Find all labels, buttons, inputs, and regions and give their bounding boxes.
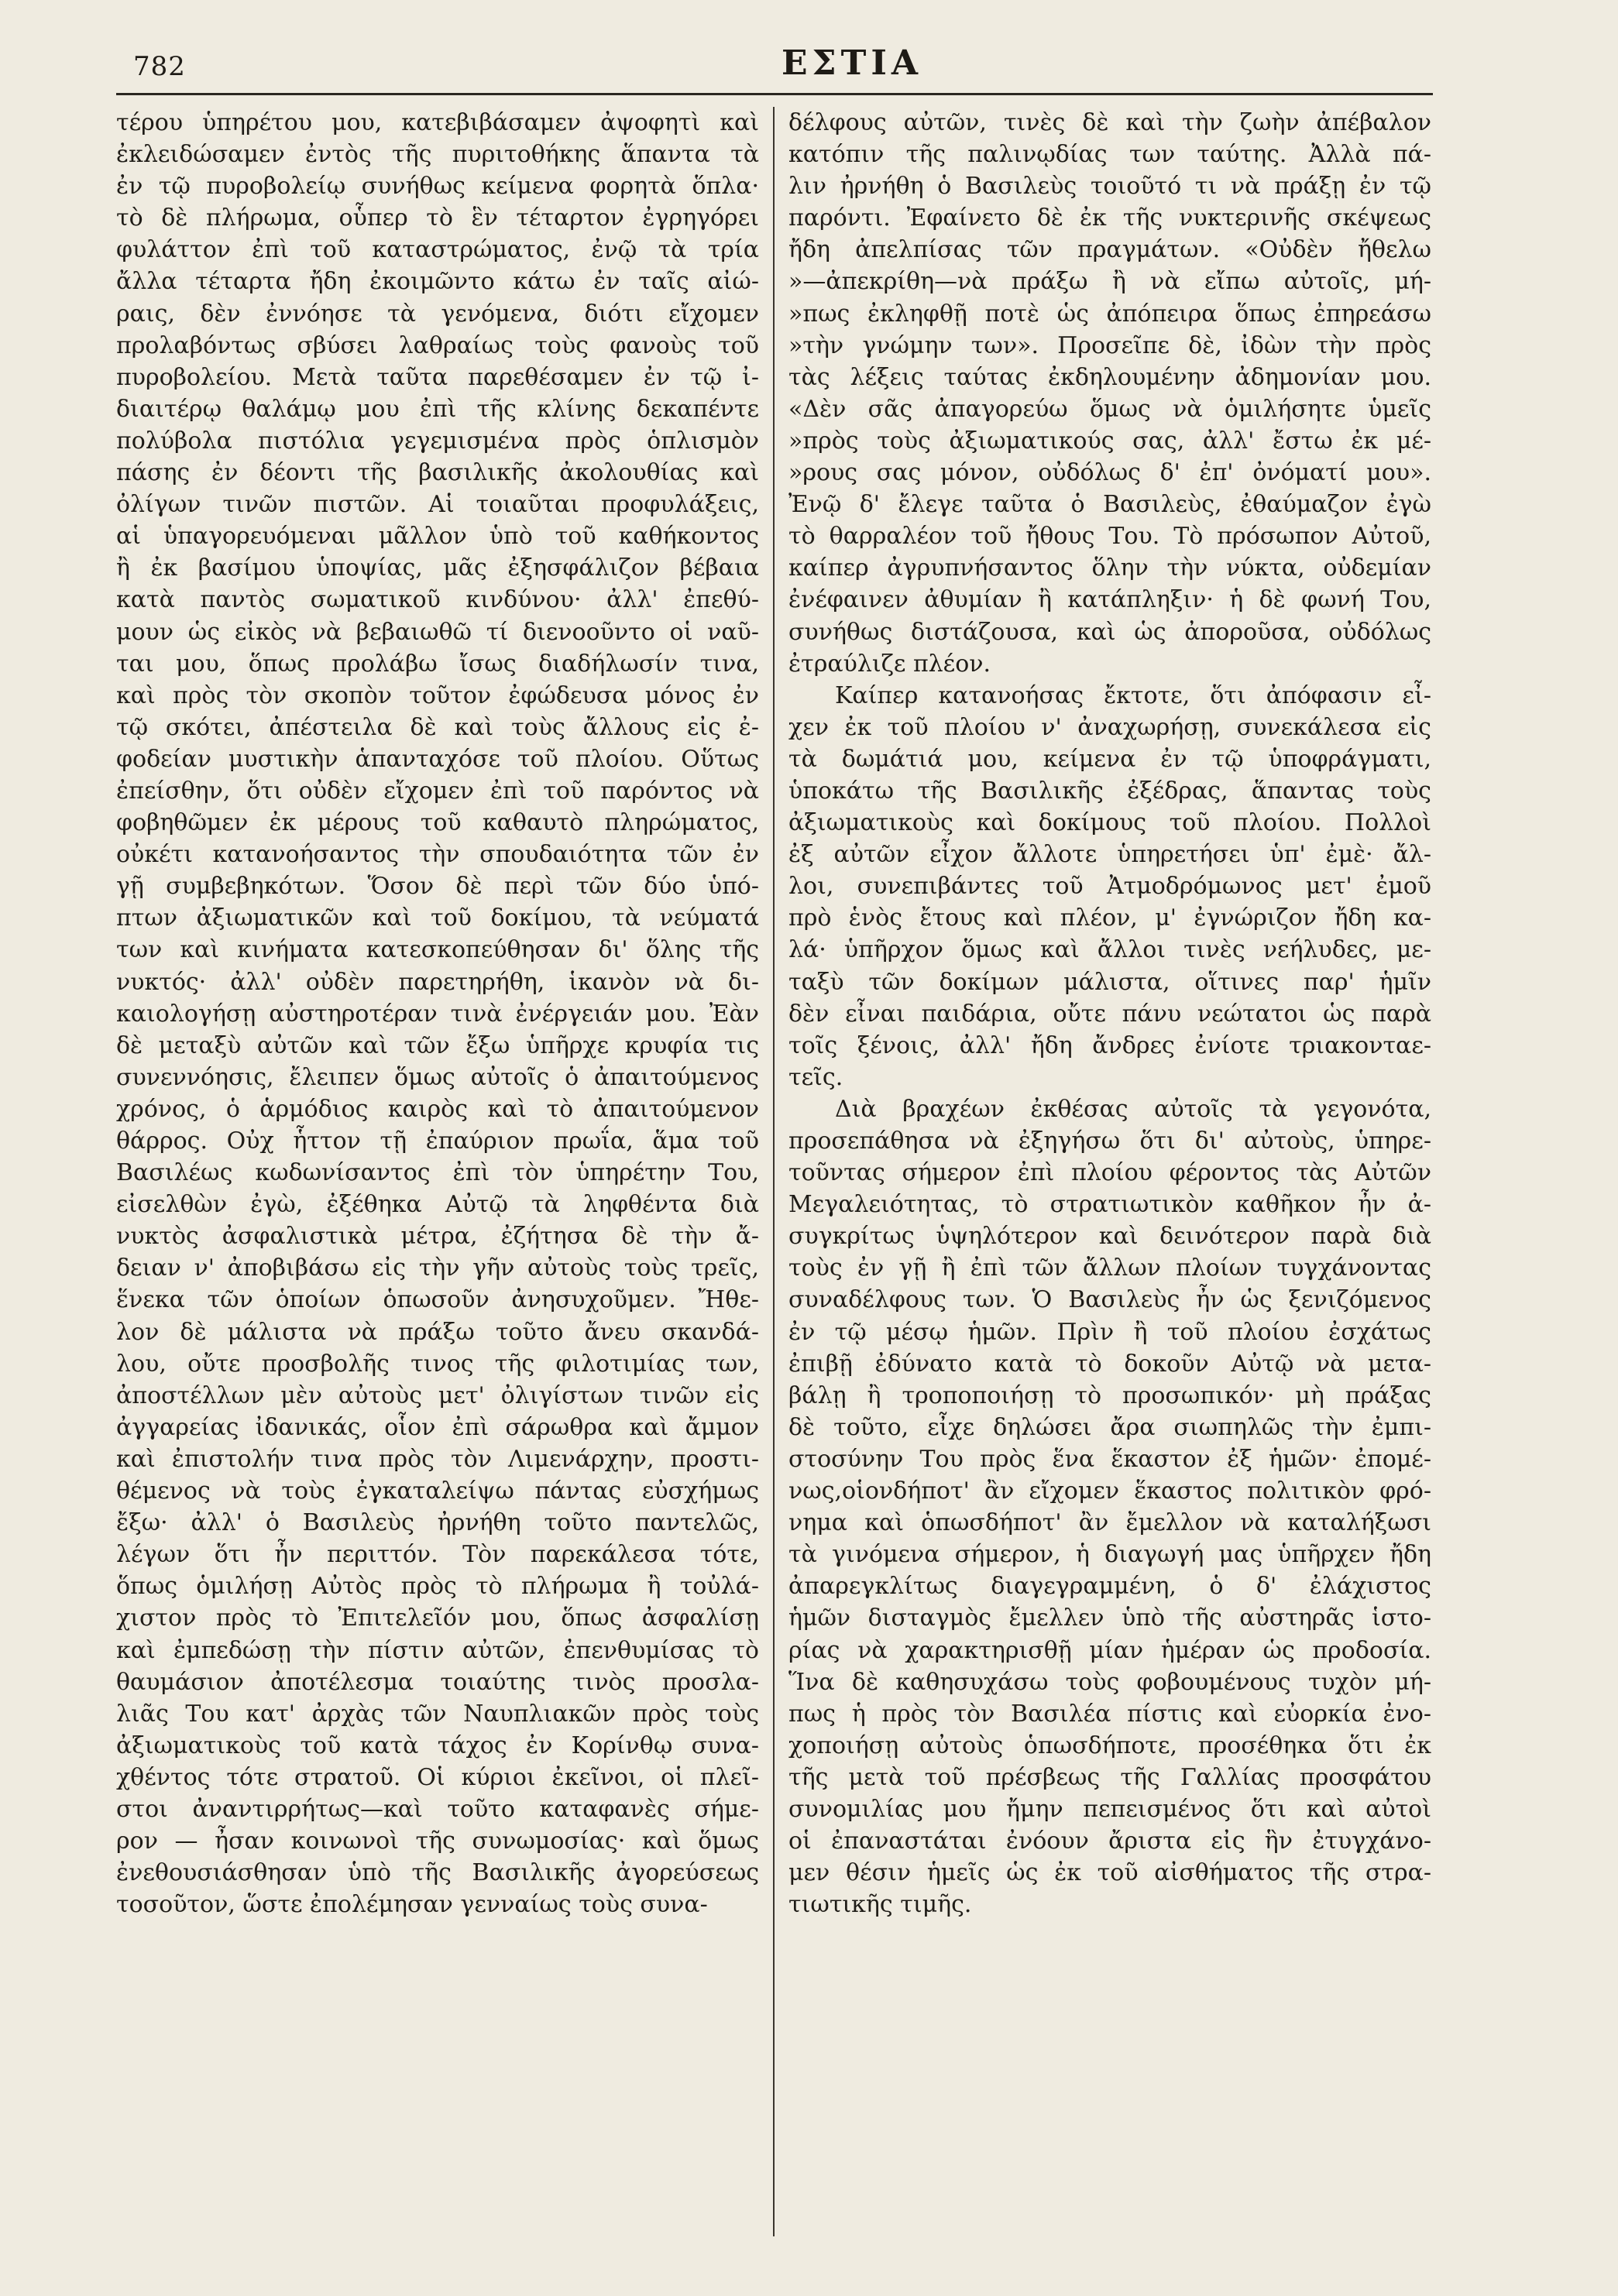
text-line: Βασιλέως κωδωνίσαντος ἐπὶ τὸν ὑπηρέτην Του, xyxy=(116,1159,759,1187)
text-line: εἰσελθὼν ἐγὼ, ἐξέθηκα Αὐτῷ τὰ ληφθέντα διὰ xyxy=(116,1191,759,1219)
text-line: τῆς μετὰ τοῦ πρέσβεως τῆς Γαλλίας προσφάτου xyxy=(788,1763,1431,1791)
text-line: Διὰ βραχέων ἐκθέσας αὐτοῖς τὰ γεγονότα, xyxy=(835,1095,1431,1123)
text-line: ἐν τῷ πυροβολείῳ συνήθως κείμενα φορητὰ ὅπλα· xyxy=(116,173,759,201)
text-line: »πρὸς τοὺς ἀξιωματικούς σας, ἀλλ' ἔστω ἐκ μέ- xyxy=(788,427,1431,455)
column-divider xyxy=(773,107,775,2236)
text-line: τὸ δὲ πλήρωμα, οὗπερ τὸ ἓν τέταρτον ἐγρηγόρει xyxy=(116,204,759,232)
text-line: λιν ἠρνήθη ὁ Βασιλεὺς τοιοῦτό τι νὰ πράξῃ ἐν τῷ xyxy=(788,173,1431,201)
text-line: προσεπάθησα νὰ ἐξηγήσω ὅτι δι' αὐτοὺς, ὑπηρε- xyxy=(788,1127,1431,1155)
journal-title: ΕΣΤΙΑ xyxy=(781,43,923,83)
text-line: τῷ σκότει, ἀπέστειλα δὲ καὶ τοὺς ἄλλους εἰς ἐ- xyxy=(116,713,759,741)
text-line: διαιτέρῳ θαλάμῳ μου ἐπὶ τῆς κλίνης δεκαπέντε xyxy=(116,395,759,423)
text-line: Ἵνα δὲ καθησυχάσω τοὺς φοβουμένους τυχὸν μή- xyxy=(788,1668,1431,1696)
text-line: «Δὲν σᾶς ἀπαγορεύω ὅμως νὰ ὁμιλήσητε ὑμεῖς xyxy=(788,395,1431,423)
text-line: Μεγαλειότητας, τὸ στρατιωτικὸν καθῆκον ἦν ἀ- xyxy=(788,1191,1431,1219)
text-line: συναδέλφους των. Ὁ Βασιλεὺς ἦν ὡς ξενιζόμενος xyxy=(788,1286,1431,1314)
text-line: νυκτός· ἀλλ' οὐδὲν παρετηρήθη, ἱκανὸν νὰ δι- xyxy=(116,968,759,996)
text-line: συνήθως διστάζουσα, καὶ ὡς ἀποροῦσα, οὐδόλως xyxy=(788,618,1431,646)
text-line: νως,οἱονδήποτ' ἂν εἴχομεν ἕκαστος πολιτικὸν φρό- xyxy=(788,1477,1431,1505)
text-line: »ρους σας μόνον, οὐδόλως δ' ἐπ' ὀνόματί μου». xyxy=(788,459,1431,487)
text-line: ἕνεκα τῶν ὁποίων ὁπωσοῦν ἀνησυχοῦμεν. Ἤθε- xyxy=(116,1286,759,1314)
text-line: δέλφους αὐτῶν, τινὲς δὲ καὶ τὴν ζωὴν ἀπέβαλον xyxy=(788,109,1431,136)
text-line: ἐνεθουσιάσθησαν ὑπὸ τῆς Βασιλικῆς ἀγορεύσεως xyxy=(116,1859,759,1887)
text-line: τέρου ὑπηρέτου μου, κατεβιβάσαμεν ἀψοφητὶ καὶ xyxy=(116,109,759,136)
text-line: νυκτὸς ἀσφαλιστικὰ μέτρα, ἐζήτησα δὲ τὴν ἄ- xyxy=(116,1223,759,1251)
text-line: τὰ γινόμενα σήμερον, ἡ διαγωγή μας ὑπῆρχεν ἤδη xyxy=(788,1541,1431,1569)
text-line: ταξὺ τῶν δοκίμων μάλιστα, οἵτινες παρ' ἡμῖν xyxy=(788,968,1431,996)
text-line: κατόπιν τῆς παλινῳδίας των ταύτης. Ἀλλὰ πά- xyxy=(788,141,1431,169)
text-line: ἐνέφαινεν ἀθυμίαν ἢ κατάπληξιν· ἡ δὲ φωνή Του, xyxy=(788,586,1431,614)
text-line: ἐν τῷ μέσῳ ἡμῶν. Πρὶν ἢ τοῦ πλοίου ἐσχάτως xyxy=(788,1318,1431,1346)
text-line: »πως ἐκληφθῇ ποτὲ ὡς ἀπόπειρα ὅπως ἐπηρεάσω xyxy=(788,300,1431,328)
text-line: στοι ἀναντιρρήτως—καὶ τοῦτο καταφανὲς σήμε- xyxy=(116,1795,759,1823)
text-line: πολύβολα πιστόλια γεγεμισμένα πρὸς ὁπλισμὸν xyxy=(116,427,759,455)
text-line: τιωτικῆς τιμῆς. xyxy=(788,1891,972,1919)
text-line: χεν ἐκ τοῦ πλοίου ν' ἀναχωρήσῃ, συνεκάλεσα εἰς xyxy=(788,713,1431,741)
text-line: ἤδη ἀπελπίσας τῶν πραγμάτων. «Οὐδὲν ἤθελω xyxy=(788,236,1431,264)
text-line: μουν ὡς εἰκὸς νὰ βεβαιωθῶ τί διενοοῦντο οἱ ναῦ- xyxy=(116,618,759,646)
text-line: ἀγγαρείας ἰδανικάς, οἷον ἐπὶ σάρωθρα καὶ ἄμμον xyxy=(116,1413,759,1441)
text-line: μεν θέσιν ἡμεῖς ὡς ἐκ τοῦ αἰσθήματος τῆς στρα- xyxy=(788,1859,1431,1887)
text-line: »τὴν γνώμην των». Προσεῖπε δὲ, ἰδὼν τὴν πρὸς xyxy=(788,331,1431,359)
text-line: τοῦντας σήμερον ἐπὶ πλοίου φέροντος τὰς Αὐτῶν xyxy=(788,1159,1431,1187)
text-line: συνομιλίας μου ἤμην πεπεισμένος ὅτι καὶ αὐτοὶ xyxy=(788,1795,1431,1823)
text-line: χοποιήσῃ αὐτοὺς ὁπωσδήποτε, προσέθηκα ὅτι ἐκ xyxy=(788,1731,1431,1759)
text-line: ἀξιωματικοὺς τοῦ κατὰ τάχος ἐν Κορίνθῳ συνα- xyxy=(116,1731,759,1759)
text-line: ρίας νὰ χαρακτηρισθῇ μίαν ἡμέραν ὡς προδοσία. xyxy=(788,1636,1431,1664)
page-number: 782 xyxy=(133,51,186,82)
text-line: των καὶ κινήματα κατεσκοπεύθησαν δι' ὅλης τῆς xyxy=(116,936,759,964)
text-line: ρον — ἦσαν κοινωνοὶ τῆς συνωμοσίας· καὶ ὅμως xyxy=(116,1828,759,1855)
text-line: γῇ συμβεβηκότων. Ὅσον δὲ περὶ τῶν δύο ὑπό- xyxy=(116,873,759,901)
text-line: κατὰ παντὸς σωματικοῦ κινδύνου· ἀλλ' ἐπεθύ- xyxy=(116,586,759,614)
text-line: οἱ ἐπαναστάται ἐνόουν ἄριστα εἰς ἣν ἐτυγχάνο- xyxy=(788,1828,1431,1855)
text-line: συγκρίτως ὑψηλότερον καὶ δεινότερον παρὰ διὰ xyxy=(788,1223,1431,1251)
text-line: οὐκέτι κατανοήσαντος τὴν σπουδαιότητα τῶν ἐν xyxy=(116,841,759,869)
text-line: ται μου, ὅπως προλάβω ἴσως διαδήλωσίν τινα, xyxy=(116,650,759,678)
text-line: καὶ ἐπιστολήν τινα πρὸς τὸν Λιμενάρχην, προστι- xyxy=(116,1445,759,1473)
text-line: λέγων ὅτι ἦν περιττόν. Τὸν παρεκάλεσα τότε, xyxy=(116,1541,759,1569)
text-line: λου, οὔτε προσβολῆς τινος τῆς φιλοτιμίας των, xyxy=(116,1350,759,1378)
text-line: ἀποστέλλων μὲν αὐτοὺς μετ' ὀλιγίστων τινῶν εἰς xyxy=(116,1381,759,1409)
text-line: χρόνος, ὁ ἁρμόδιος καιρὸς καὶ τὸ ἀπαιτούμενον xyxy=(116,1095,759,1123)
text-line: ἄλλα τέταρτα ἤδη ἐκοιμῶντο κάτω ἐν ταῖς αἰώ- xyxy=(116,268,759,296)
text-line: Καίπερ κατανοήσας ἔκτοτε, ὅτι ἀπόφασιν εἶ- xyxy=(835,681,1431,709)
text-line: ἀξιωματικοὺς καὶ δοκίμους τοῦ πλοίου. Πολλοὶ xyxy=(788,809,1431,837)
text-line: ἀπαρεγκλίτως διαγεγραμμένη, ὁ δ' ἐλάχιστος xyxy=(788,1573,1431,1601)
text-line: ἐκλειδώσαμεν ἐντὸς τῆς πυριτοθήκης ἅπαντα τὰ xyxy=(116,141,759,169)
text-line: βάλῃ ἢ τροποποιήσῃ τὸ προσωπικόν· μὴ πράξας xyxy=(788,1381,1431,1409)
text-line: ἢ ἐκ βασίμου ὑποψίας, μᾶς ἐξησφάλιζον βέβαια xyxy=(116,554,759,582)
text-line: ὅπως ὁμιλήσῃ Αὐτὸς πρὸς τὸ πλήρωμα ἢ τοὐλά- xyxy=(116,1573,759,1601)
text-line: καιολογήσῃ αὐστηροτέραν τινὰ ἐνέργειάν μου. Ἐὰν xyxy=(116,1000,759,1028)
text-line: αἱ ὑπαγορευόμεναι μᾶλλον ὑπὸ τοῦ καθήκοντος xyxy=(116,523,759,551)
left-text-column xyxy=(116,107,759,1920)
text-line: δειαν ν' ἀποβιβάσω εἰς τὴν γῆν αὐτοὺς τοὺς τρεῖς, xyxy=(116,1254,759,1282)
text-line: λοι, συνεπιβάντες τοῦ Ἀτμοδρόμωνος μετ' ἐμοῦ xyxy=(788,873,1431,901)
text-line: δὲν εἶναι παιδάρια, οὔτε πάνυ νεώτατοι ὡς παρὰ xyxy=(788,1000,1431,1028)
text-line: ἔξω· ἀλλ' ὁ Βασιλεὺς ἠρνήθη τοῦτο παντελῶς, xyxy=(116,1509,759,1537)
text-line: πτων ἀξιωματικῶν καὶ τοῦ δοκίμου, τὰ νεύματά xyxy=(116,904,759,932)
text-line: λον δὲ μάλιστα νὰ πράξω τοῦτο ἄνευ σκανδά- xyxy=(116,1318,759,1346)
text-line: ὀλίγων τινῶν πιστῶν. Αἱ τοιαῦται προφυλάξεις, xyxy=(116,491,759,519)
text-line: τὸ θαρραλέον τοῦ ἤθους Του. Τὸ πρόσωπον Αὐτοῦ, xyxy=(788,523,1431,551)
text-line: φυλάττον ἐπὶ τοῦ καταστρώματος, ἐνῷ τὰ τρία xyxy=(116,236,759,264)
text-line: τὰ δωμάτιά μου, κείμενα ἐν τῷ ὑποφράγματι, xyxy=(788,745,1431,773)
text-line: χθέντος τότε στρατοῦ. Οἱ κύριοι ἐκεῖνοι, οἱ πλεῖ- xyxy=(116,1763,759,1791)
text-line: προλαβόντως σβύσει λαθραίως τοὺς φανοὺς τοῦ xyxy=(116,331,759,359)
text-line: φοδείαν μυστικὴν ἁπανταχόσε τοῦ πλοίου. Οὕτως xyxy=(116,745,759,773)
text-line: ἐπείσθην, ὅτι οὐδὲν εἴχομεν ἐπὶ τοῦ παρόντος νὰ xyxy=(116,777,759,805)
text-line: ἐξ αὐτῶν εἶχον ἄλλοτε ὑπηρετήσει ὑπ' ἐμὲ· ἄλ- xyxy=(788,841,1431,869)
text-line: ἐπιβῇ ἐδύνατο κατὰ τὸ δοκοῦν Αὐτῷ νὰ μετα- xyxy=(788,1350,1431,1378)
text-line: καὶ ἐμπεδώσῃ τὴν πίστιν αὐτῶν, ἐπενθυμίσας τὸ xyxy=(116,1636,759,1664)
text-line: τεῖς. xyxy=(788,1063,843,1091)
text-line: τοὺς ἐν γῇ ἢ ἐπὶ τῶν ἄλλων πλοίων τυγχάνοντας xyxy=(788,1254,1431,1282)
page-header xyxy=(116,37,1433,99)
text-line: Ἐνῷ δ' ἔλεγε ταῦτα ὁ Βασιλεὺς, ἐθαύμαζον ἐγὼ xyxy=(788,491,1431,519)
text-line: ἐτραύλιζε πλέον. xyxy=(788,650,991,678)
text-line: λιᾶς Του κατ' ἀρχὰς τῶν Ναυπλιακῶν πρὸς τοὺς xyxy=(116,1700,759,1728)
text-line: δὲ μεταξὺ αὐτῶν καὶ τῶν ἔξω ὑπῆρχε κρυφία τις xyxy=(116,1031,759,1059)
text-line: πυροβολείου. Μετὰ ταῦτα παρεθέσαμεν ἐν τῷ ἰ- xyxy=(116,363,759,391)
text-line: πρὸ ἑνὸς ἔτους καὶ πλέον, μ' ἐγνώριζον ἤδη κα- xyxy=(788,904,1431,932)
text-line: δὲ τοῦτο, εἶχε δηλώσει ἄρα σιωπηλῶς τὴν ἐμπι- xyxy=(788,1413,1431,1441)
text-line: χιστον πρὸς τὸ Ἐπιτελεῖόν μου, ὅπως ἀσφαλίσῃ xyxy=(116,1604,759,1632)
text-line: ραις, δὲν ἐννόησε τὰ γενόμενα, διότι εἴχομεν xyxy=(116,300,759,328)
text-line: στοσύνην Του πρὸς ἕνα ἕκαστον ἐξ ἡμῶν· ἐπομέ- xyxy=(788,1445,1431,1473)
text-line: τὰς λέξεις ταύτας ἐκδηλουμένην ἀδημονίαν μου. xyxy=(788,363,1431,391)
text-line: ἡμῶν δισταγμὸς ἔμελλεν ὑπὸ τῆς αὐστηρᾶς ἱστο- xyxy=(788,1604,1431,1632)
header-rule xyxy=(116,93,1433,95)
text-line: πάσης ἐν δέοντι τῆς βασιλικῆς ἀκολουθίας καὶ xyxy=(116,459,759,487)
text-line: θάρρος. Οὐχ ἧττον τῇ ἐπαύριον πρωΐα, ἅμα τοῦ xyxy=(116,1127,759,1155)
text-line: φοβηθῶμεν ἐκ μέρους τοῦ καθαυτὸ πληρώματος, xyxy=(116,809,759,837)
text-line: τοῖς ξένοις, ἀλλ' ἤδη ἄνδρες ἐνίοτε τριακονταε- xyxy=(788,1031,1431,1059)
text-line: καὶ πρὸς τὸν σκοπὸν τοῦτον ἐφώδευσα μόνος ἐν xyxy=(116,681,759,709)
text-line: λά· ὑπῆρχον ὅμως καὶ ἄλλοι τινὲς νεήλυδες, με- xyxy=(788,936,1431,964)
text-line: νημα καὶ ὁπωσδήποτ' ἂν ἔμελλον νὰ καταλήξωσι xyxy=(788,1509,1431,1537)
text-line: συνεννόησις, ἔλειπεν ὅμως αὐτοῖς ὁ ἀπαιτούμενος xyxy=(116,1063,759,1091)
text-line: ὑποκάτω τῆς Βασιλικῆς ἐξέδρας, ἅπαντας τοὺς xyxy=(788,777,1431,805)
text-line: παρόντι. Ἐφαίνετο δὲ ἐκ τῆς νυκτερινῆς σκέψεως xyxy=(788,204,1431,232)
text-line: »—ἀπεκρίθη—νὰ πράξω ἢ νὰ εἴπω αὐτοῖς, μή- xyxy=(788,268,1431,296)
text-line: πως ἡ πρὸς τὸν Βασιλέα πίστις καὶ εὐορκία ἐνο- xyxy=(788,1700,1431,1728)
right-text-column xyxy=(788,107,1431,1920)
text-line: θαυμάσιον ἀποτέλεσμα τοιαύτης τινὸς προσλα- xyxy=(116,1668,759,1696)
text-line: καίπερ ἀγρυπνήσαντος ὅλην τὴν νύκτα, οὐδεμίαν xyxy=(788,554,1431,582)
text-line: θέμενος νὰ τοὺς ἐγκαταλείψω πάντας εὐσχήμως xyxy=(116,1477,759,1505)
text-line: τοσοῦτον, ὥστε ἐπολέμησαν γενναίως τοὺς συνα- xyxy=(116,1891,708,1919)
